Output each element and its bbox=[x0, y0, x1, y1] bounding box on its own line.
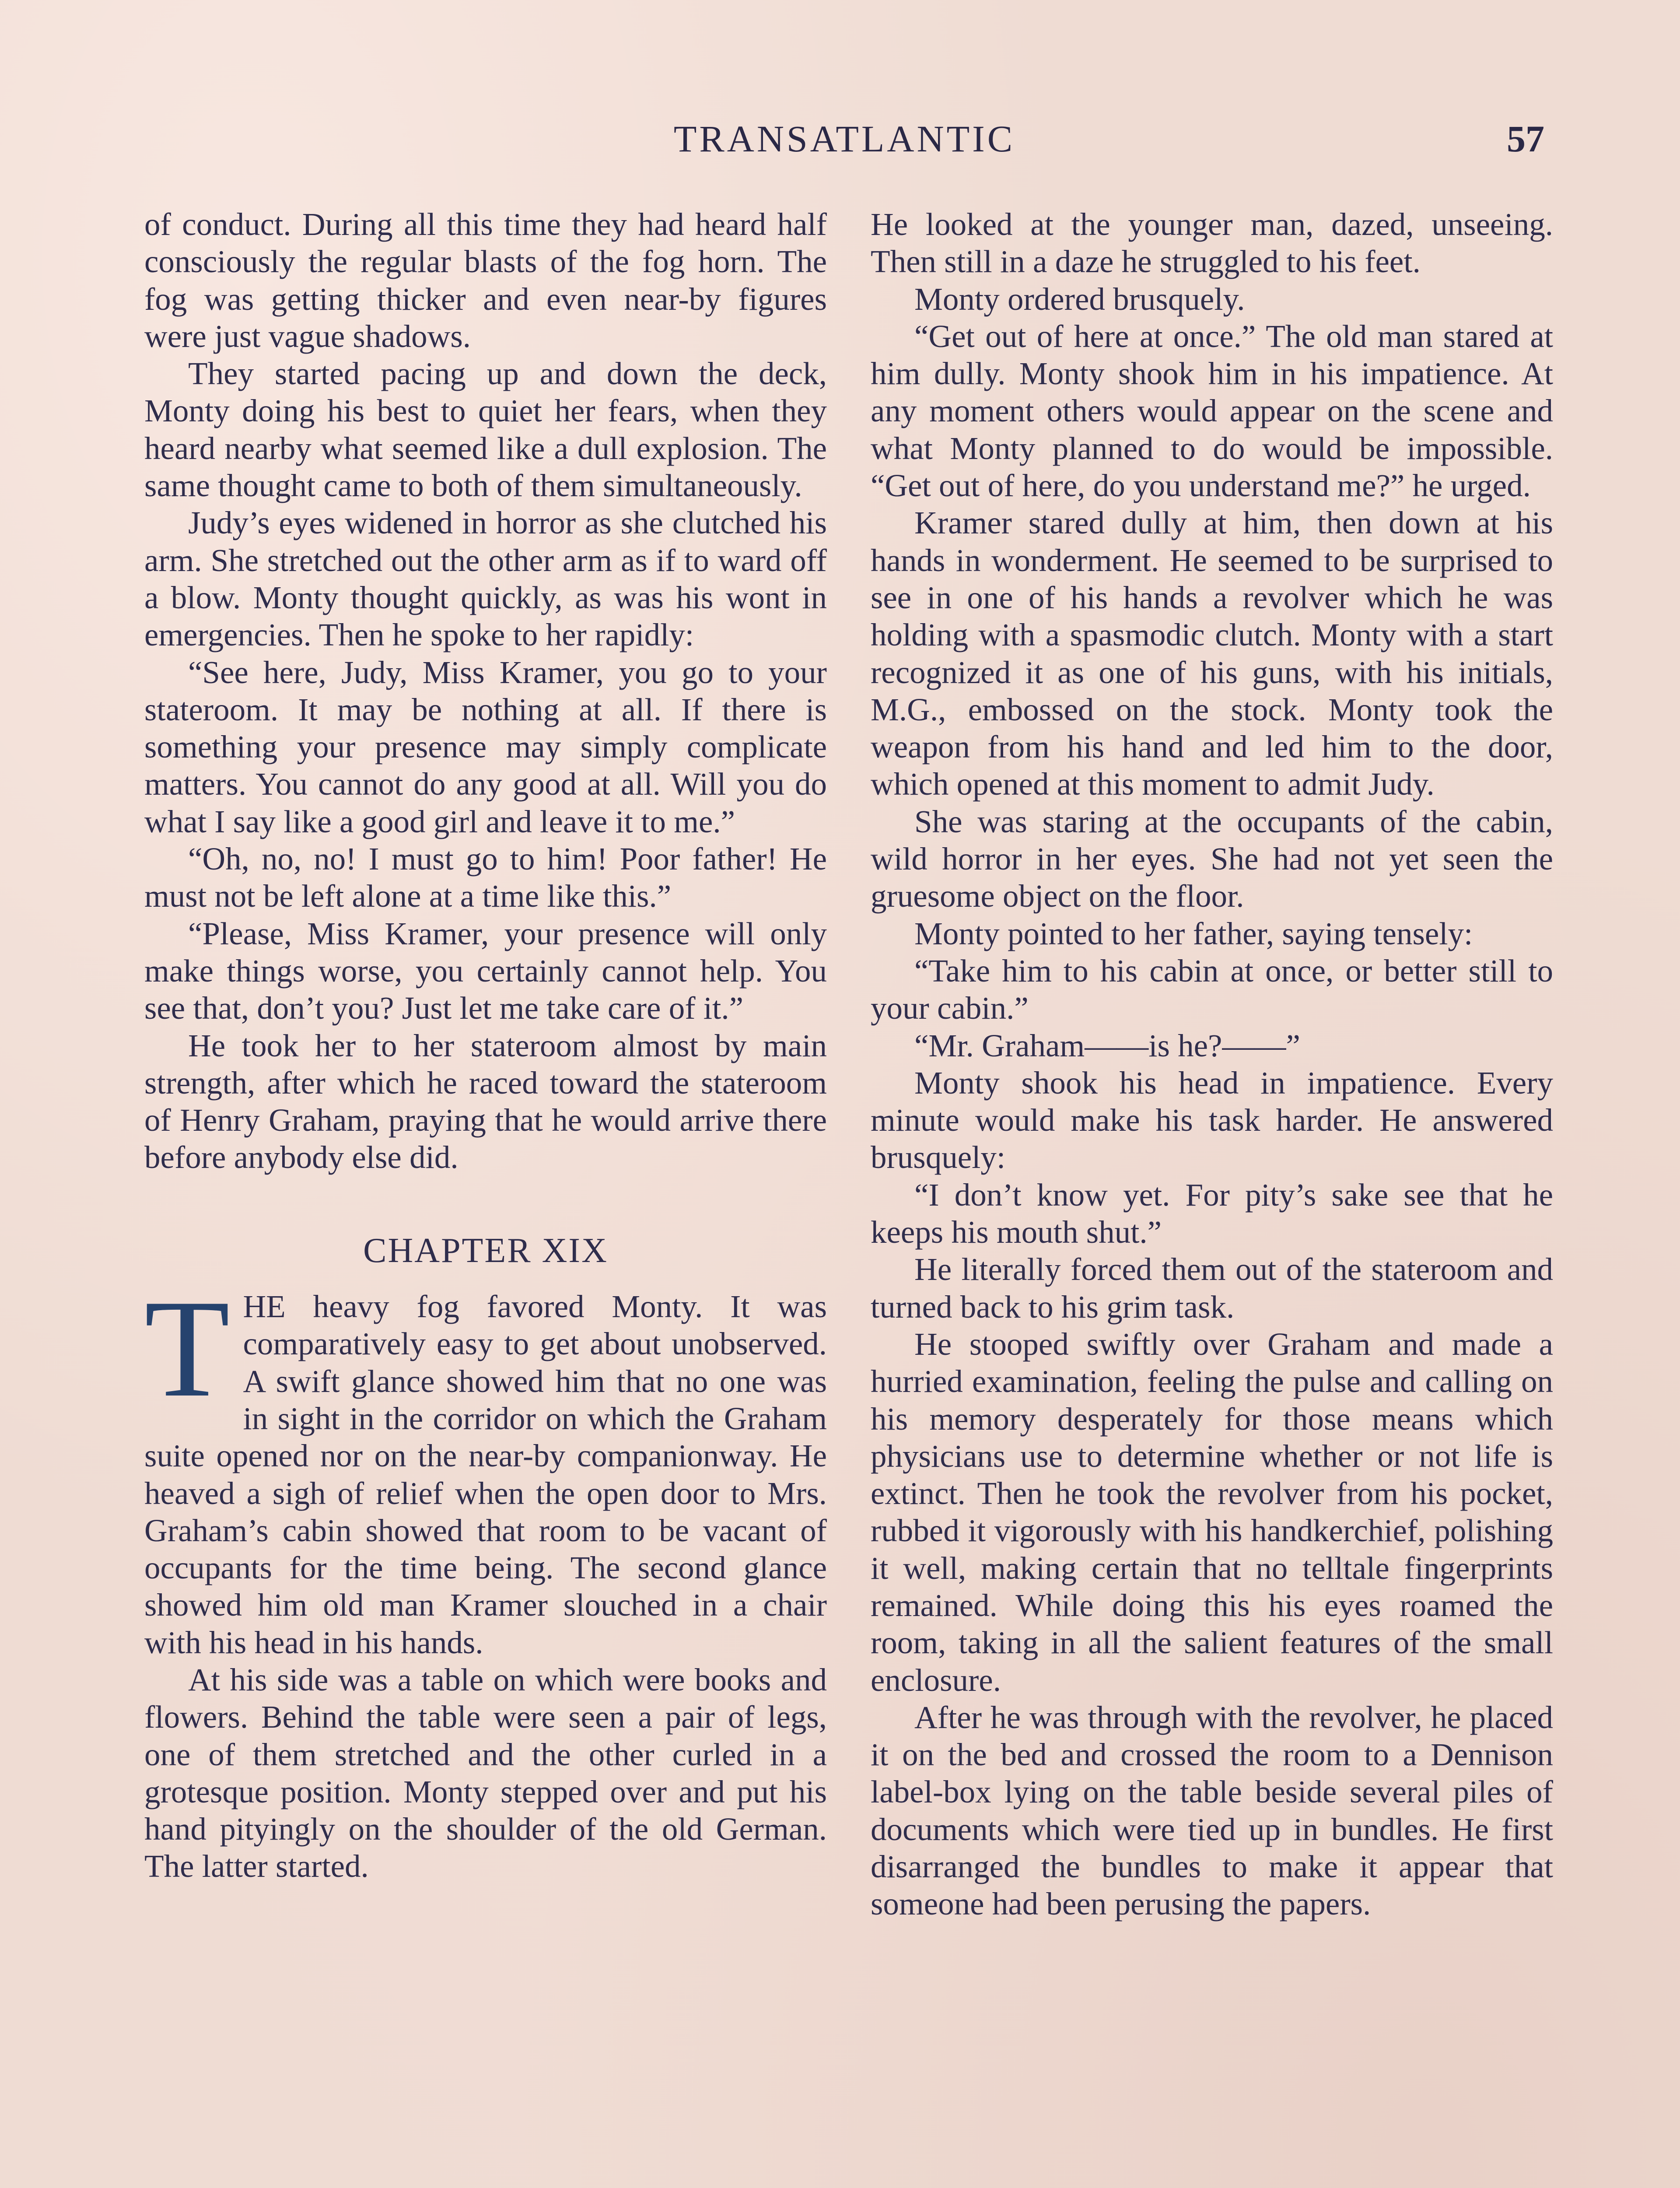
left-column bbox=[144, 206, 827, 2188]
paragraph: “Please, Miss Kramer, your presence will only make things worse, you certainly cannot help. You see that, don’t you? Just let me take care of it.” bbox=[144, 915, 827, 1026]
paragraph: Judy’s eyes widened in horror as she clutched his arm. She stretched out the other arm as if to ward off a blow. Monty thought quickly, as was his wont in emergencies. Then he spoke to her rapidly: bbox=[144, 505, 827, 653]
paragraph: Kramer stared dully at him, then down at his hands in wonderment. He seemed to be surprised to see in one of his hands a revolver which he was holding with a spasmodic clutch. Monty with a start recognized it as one of his guns, with his initials, M.G., embossed on the stock. Monty took the weapon from his hand and led him to the door, which opened at this moment to admit Judy. bbox=[871, 505, 1553, 802]
drop-cap: T bbox=[144, 1271, 230, 1427]
page-header bbox=[144, 115, 1544, 163]
chapter-opening-paragraph bbox=[144, 1271, 827, 1661]
paragraph: Monty shook his head in impatience. Every minute would make his task harder. He answered brusquely: bbox=[871, 1065, 1553, 1175]
running-title: TRANSATLANTIC bbox=[673, 118, 1015, 160]
paragraph: “I don’t know yet. For pity’s sake see that he keeps his mouth shut.” bbox=[871, 1177, 1553, 1250]
paragraph: “Get out of here at once.” The old man stared at him dully. Monty shook him in his impatience. At any moment others would appear on the scene and what Monty planned to do would be impossible. “Get out of here, do you understand me?” he urged. bbox=[871, 318, 1553, 504]
paragraph: He took her to her stateroom almost by main strength, after which he raced toward the stateroom of Henry Graham, praying that he would arrive there before anybody else did. bbox=[144, 1027, 827, 1175]
paragraph: “Take him to his cabin at once, or better still to your cabin.” bbox=[871, 953, 1553, 1026]
chapter-opening-text: HE heavy fog favored Monty. It was comparatively easy to get about unobserved. A swift glance showed him that no one was in sight in the corridor on which the Graham suite opened nor on the near-by companionway. He heaved a sigh of relief when the open door to Mrs. Graham’s cabin showed that room to be vacant of occupants for the time being. The second glance showed him old man Kramer slouched in a chair with his head in his hands. bbox=[144, 1289, 827, 1660]
paragraph: Monty pointed to her father, saying tensely: bbox=[914, 915, 1473, 951]
right-column bbox=[871, 206, 1553, 2188]
chapter-heading: CHAPTER XIX bbox=[363, 1231, 608, 1270]
paragraph: “See here, Judy, Miss Kramer, you go to your stateroom. It may be nothing at all. If there is something your presence may simply complicate matters. You cannot do any good at all. Will you do what I say like a good girl and leave it to me.” bbox=[144, 654, 827, 839]
page-number: 57 bbox=[1507, 118, 1544, 160]
paragraph: He stooped swiftly over Graham and made a hurried examination, feeling the pulse and calling on his memory desperately for those means which physicians use to determine whether or not life is extinct. Then he took the revolver from his pocket, rubbed it vigorously with his handkerchief, polishing it well, making certain that no telltale fingerprints remained. While doing this his eyes roamed the room, taking in all the salient features of the small enclosure. bbox=[871, 1326, 1553, 1698]
paragraph: At his side was a table on which were books and flowers. Behind the table were seen a pair of legs, one of them stretched and the other curled in a grotesque position. Monty stepped over and put his hand pityingly on the shoulder of the old German. The latter started. bbox=[144, 1662, 827, 1884]
paragraph: Monty ordered brusquely. bbox=[914, 281, 1245, 317]
paragraph: “Mr. Graham——is he?——” bbox=[914, 1027, 1300, 1063]
paragraph: They started pacing up and down the deck, Monty doing his best to quiet her fears, when they heard nearby what seemed like a dull explosion. The same thought came to both of them simultaneously. bbox=[144, 356, 827, 504]
paragraph: of conduct. During all this time they had heard half consciously the regular blasts of the fog horn. The fog was getting thicker and even near-by figures were just vague shadows. bbox=[144, 207, 827, 354]
paragraph: She was staring at the occupants of the cabin, wild horror in her eyes. She had not yet seen the gruesome object on the floor. bbox=[871, 803, 1553, 914]
paragraph: He literally forced them out of the stateroom and turned back to his grim task. bbox=[871, 1252, 1553, 1325]
paragraph: “Oh, no, no! I must go to him! Poor father! He must not be left alone at a time like this.” bbox=[144, 841, 827, 914]
paragraph: He looked at the younger man, dazed, unseeing. Then still in a daze he struggled to his feet. bbox=[871, 207, 1553, 280]
paragraph: After he was through with the revolver, he placed it on the bed and crossed the room to a Dennison label-box lying on the table beside several piles of documents which were tied up in bundles. He first disarranged the bundles to make it appear that someone had been perusing the papers. bbox=[871, 1699, 1553, 1922]
